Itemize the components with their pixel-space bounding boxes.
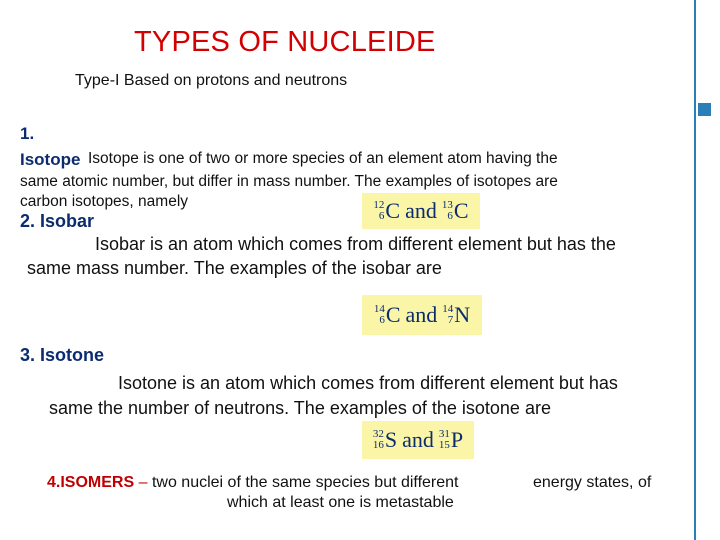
isobar-line-1: Isobar is an atom which comes from different element but has the <box>95 234 616 254</box>
nuclide-carbon-14: 14 6 C <box>373 302 401 327</box>
nuclide-carbon-12: 12 6 C <box>373 198 401 223</box>
isobar-heading: 2. Isobar <box>20 211 95 231</box>
isotope-line-2: same atomic number, but differ in mass number. The examples of isotopes are <box>20 173 558 190</box>
isotope-line-3: carbon isotopes, namely <box>20 193 189 210</box>
nuclide-sulfur-32: 32 16 S <box>372 427 398 452</box>
formula-and: and <box>405 302 438 327</box>
isomers-dash: – <box>138 474 148 491</box>
isotone-line-2: same the number of neutrons. The examples of the isotone are <box>49 398 551 418</box>
isotope-formula <box>362 193 480 229</box>
isotone-line-1: Isotone is an atom which comes from different element but has <box>118 373 618 393</box>
isomers-line-2: which at least one is metastable <box>227 494 454 511</box>
formula-and: and <box>402 427 434 452</box>
isotope-line-1: Isotope is one of two or more species of an element atom having the <box>88 150 558 167</box>
nuclide-carbon-13: 13 6 C <box>441 198 469 223</box>
nuclide-nitrogen-14: 14 7 N <box>442 302 471 327</box>
isobar-formula <box>362 295 482 335</box>
isotone-formula <box>362 421 474 459</box>
isomers-line-1 <box>47 474 459 492</box>
slide-subtitle: Type-I Based on protons and neutrons <box>75 72 348 89</box>
isomers-text-1: two nuclei of the same species but different <box>151 474 459 491</box>
isomers-text-tail: energy states, of <box>533 474 652 491</box>
slide-title: TYPES OF NUCLEIDE <box>134 26 436 58</box>
isotope-heading: Isotope <box>20 150 81 169</box>
nuclide-phosphorus-31: 31 15 P <box>438 427 464 452</box>
side-accent-square <box>698 103 711 116</box>
isotone-heading: 3. Isotone <box>20 345 105 365</box>
isotope-number: 1. <box>20 124 35 143</box>
side-accent-rule <box>694 0 696 540</box>
isomers-label: 4.ISOMERS <box>47 474 135 491</box>
formula-and: and <box>405 198 437 223</box>
isobar-line-2: same mass number. The examples of the isobar are <box>27 258 442 278</box>
